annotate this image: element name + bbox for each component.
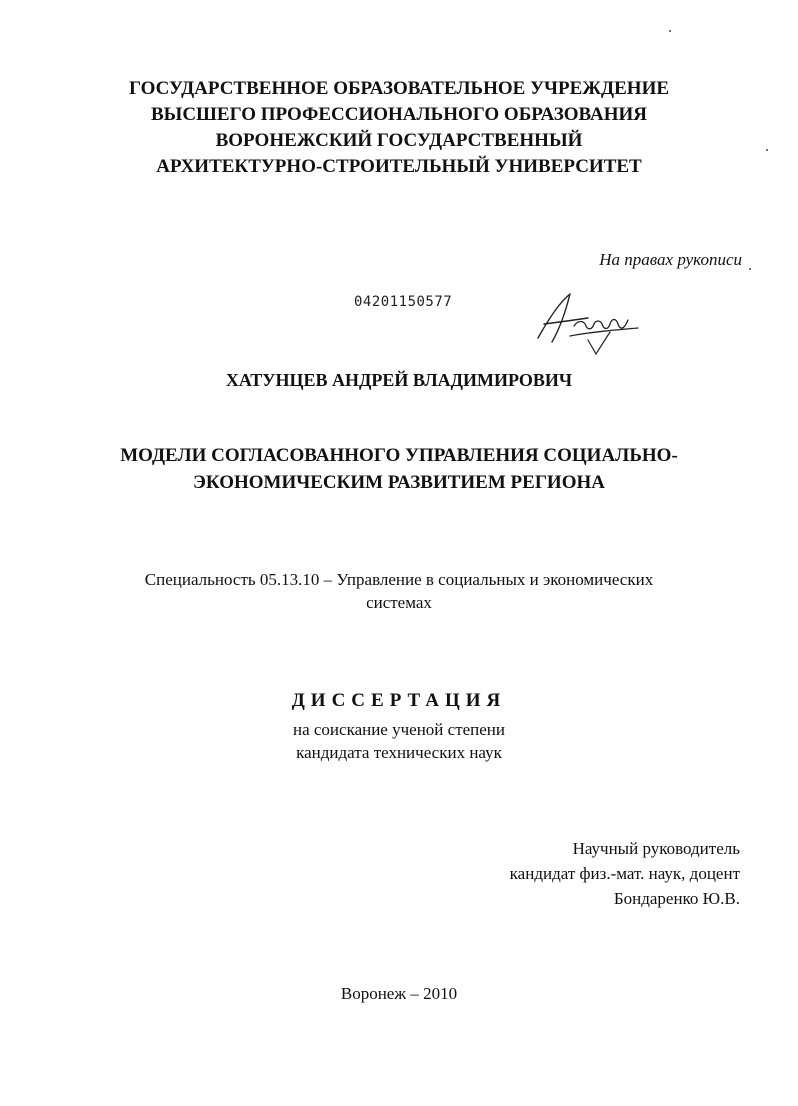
specialty-line: системах xyxy=(366,593,432,612)
supervisor-line: Научный руководитель xyxy=(572,839,740,858)
institution-line: ВОРОНЕЖСКИЙ ГОСУДАРСТВЕННЫЙ xyxy=(215,130,583,151)
catalog-number: 04201150577 xyxy=(354,294,453,310)
degree-line: кандидата технических наук xyxy=(296,743,502,762)
specialty xyxy=(0,568,798,614)
institution-name xyxy=(0,76,798,180)
author-name: ХАТУНЦЕВ АНДРЕЙ ВЛАДИМИРОВИЧ xyxy=(225,370,573,390)
supervisor-line: кандидат физ.-мат. наук, доцент xyxy=(509,864,740,883)
scan-speck xyxy=(749,268,751,270)
institution-line: АРХИТЕКТУРНО-СТРОИТЕЛЬНЫЙ УНИВЕРСИТЕТ xyxy=(156,156,642,177)
degree-heading: ДИССЕРТАЦИЯ xyxy=(291,690,507,711)
institution-line: ГОСУДАРСТВЕННОЕ ОБРАЗОВАТЕЛЬНОЕ УЧРЕЖДЕНИЕ xyxy=(128,78,670,99)
title-line: ЭКОНОМИЧЕСКИМ РАЗВИТИЕМ РЕГИОНА xyxy=(193,472,605,493)
place-year: Воронеж – 2010 xyxy=(340,984,458,1003)
specialty-line: Специальность 05.13.10 – Управление в социальных и экономических xyxy=(144,570,654,589)
supervisor-line: Бондаренко Ю.В. xyxy=(613,889,740,908)
supervisor-block xyxy=(510,836,740,911)
degree-description xyxy=(0,718,798,764)
scan-speck xyxy=(766,149,768,151)
signature-icon xyxy=(530,290,650,360)
scan-speck xyxy=(669,30,671,32)
manuscript-note: На правах рукописи xyxy=(599,250,742,269)
degree-line: на соискание ученой степени xyxy=(292,720,506,739)
title-line: МОДЕЛИ СОГЛАСОВАННОГО УПРАВЛЕНИЯ СОЦИАЛЬНО- xyxy=(120,445,678,466)
institution-line: ВЫСШЕГО ПРОФЕССИОНАЛЬНОГО ОБРАЗОВАНИЯ xyxy=(151,104,647,125)
dissertation-title xyxy=(0,442,798,496)
